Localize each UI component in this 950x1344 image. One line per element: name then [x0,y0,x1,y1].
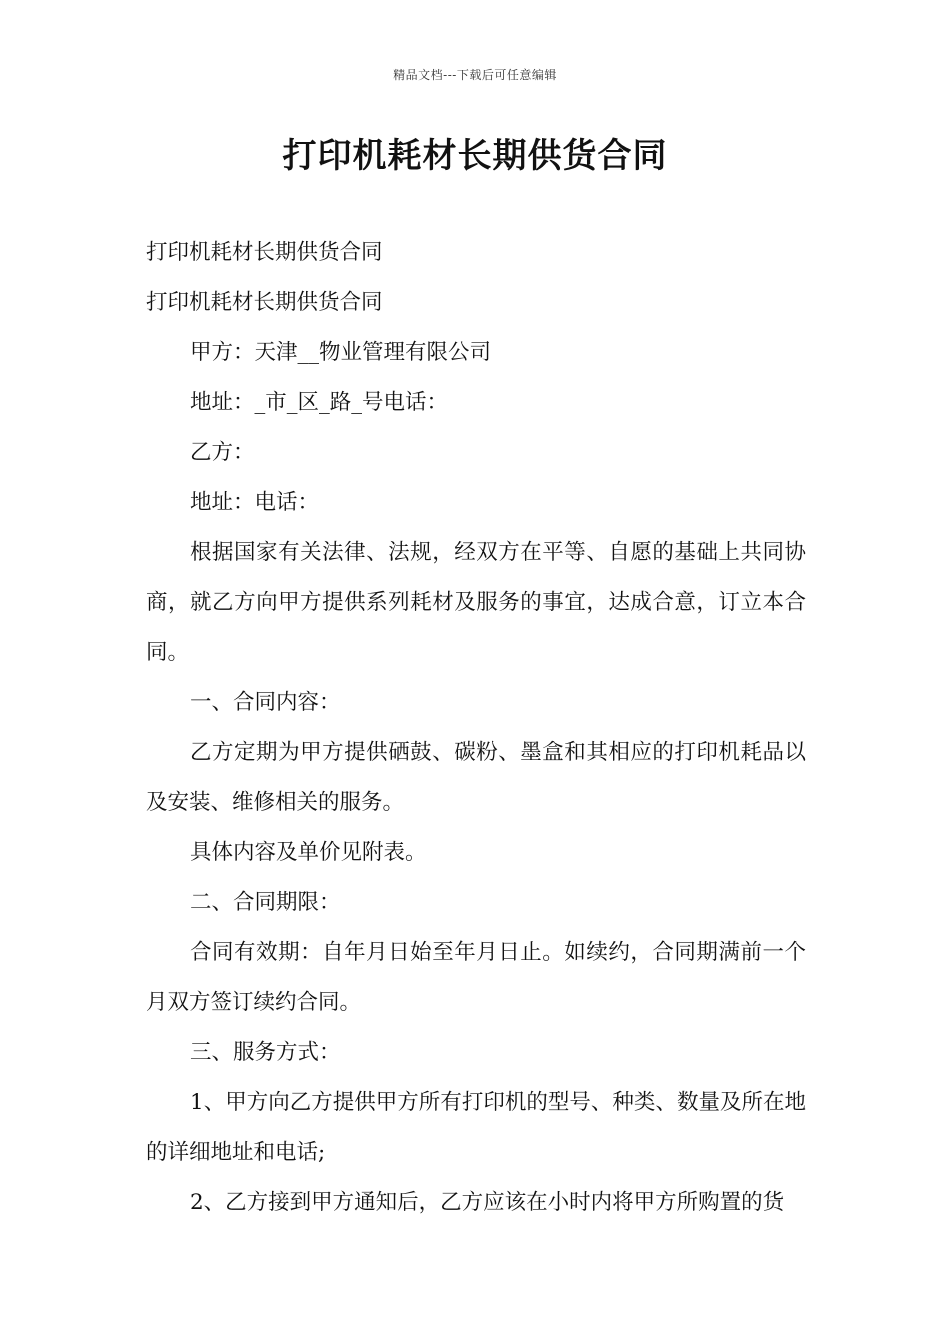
paragraph-heading-2: 打印机耗材长期供货合同 [146,290,383,315]
document-title: 打印机耗材长期供货合同 [282,136,668,176]
section-3-item-1: 1、甲方向乙方提供甲方所有打印机的型号、种类、数量及所在地的详细地址和电话; [146,1090,806,1165]
section-1-heading: 一、合同内容： [190,690,341,715]
section-1-paragraph: 乙方定期为甲方提供硒鼓、碳粉、墨盒和其相应的打印机耗品以及安装、维修相关的服务。 [146,740,806,815]
party-b-line: 乙方： [190,440,255,465]
section-3-item-2: 2、乙方接到甲方通知后，乙方应该在小时内将甲方所购置的货 [190,1190,785,1215]
party-a-line: 甲方：天津__物业管理有限公司 [190,340,492,365]
party-b-address-line: 地址：电话： [190,490,320,515]
document-body [146,228,806,1228]
section-2-heading: 二、合同期限： [190,890,341,915]
section-2-paragraph: 合同有效期：自年月日始至年月日止。如续约，合同期满前一个月双方签订续约合同。 [146,940,806,1015]
header-note: 精品文档---下载后可任意编辑 [393,68,557,82]
section-1-note: 具体内容及单价见附表。 [190,840,427,865]
section-3-heading: 三、服务方式： [190,1040,341,1065]
paragraph-heading-1: 打印机耗材长期供货合同 [146,240,383,265]
preamble-paragraph: 根据国家有关法律、法规，经双方在平等、自愿的基础上共同协商，就乙方向甲方提供系列耗材及服务的事宜，达成合意，订立本合同。 [146,540,806,665]
party-a-address-line: 地址：_市_区_路_号电话： [190,390,449,415]
